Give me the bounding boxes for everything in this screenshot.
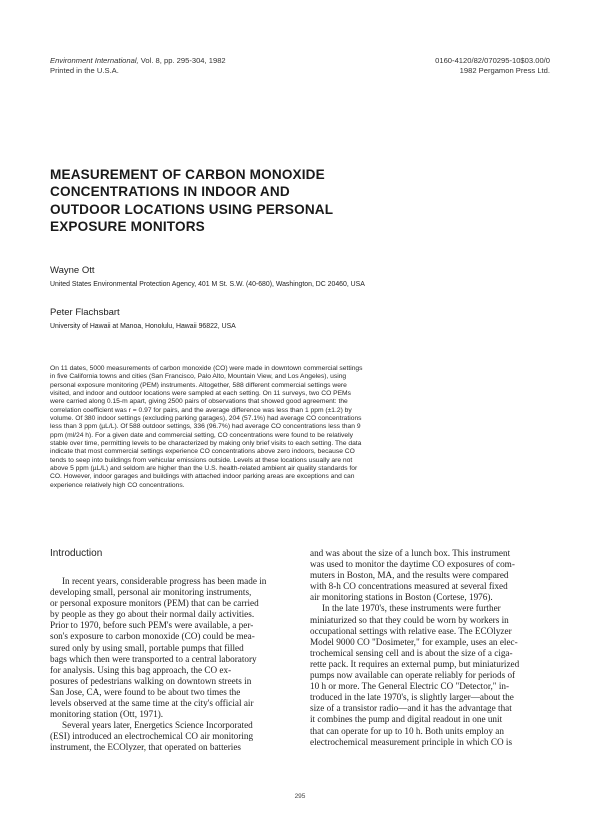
section-heading: Introduction — [50, 548, 103, 559]
abstract-line: correlation coefficient was r = 0.97 for pairs, and the average difference was less than 1 ppm (±1.2) by — [50, 406, 352, 414]
body-line: size of a transistor radio—and it has the advantage that — [310, 703, 512, 714]
title-line: MEASUREMENT OF CARBON MONOXIDE — [50, 167, 325, 182]
running-header-left — [50, 56, 226, 75]
running-header-right — [435, 56, 550, 75]
author-name: Peter Flachsbart — [50, 307, 120, 318]
body-line: Prior to 1970, before such PEM's were available, a per- — [50, 620, 254, 631]
body-line: was used to monitor the daytime CO exposures of com- — [310, 559, 515, 570]
body-line: with 8-h CO concentrations measured at several fixed — [310, 581, 508, 592]
abstract-line: less than 3 ppm (µL/L). Of 588 outdoor settings, 336 (96.7%) had average CO concentrations less than 9 — [50, 423, 361, 431]
body-line: rette pack. It requires an external pump, but miniaturized — [310, 658, 520, 669]
author-affiliation: United States Environmental Protection Agency, 401 M St. S.W. (40-680), Washington, DC 20460, USA — [50, 281, 365, 288]
journal-citation: Vol. 8, pp. 295-304, 1982 — [140, 56, 226, 65]
body-line: levels observed at the same time at the city's official air — [50, 698, 254, 709]
body-line: troduced in the late 1970's, is slightly larger—about the — [310, 692, 514, 703]
abstract-line: On 11 dates, 5000 measurements of carbon monoxide (CO) were made in downtown commercial settings — [50, 365, 363, 372]
body-line: it combines the pump and digital readout in one unit — [310, 714, 503, 725]
title-line: CONCENTRATIONS IN INDOOR AND — [50, 184, 290, 200]
abstract-line: experience relatively high CO concentrations. — [50, 481, 185, 489]
body-line: electrochemical measurement principle in which CO is — [310, 736, 513, 747]
body-line: and was about the size of a lunch box. This instrument — [310, 548, 511, 558]
title-line: OUTDOOR LOCATIONS USING PERSONAL — [50, 201, 334, 217]
body-line: In recent years, considerable progress has been made in — [62, 576, 267, 586]
body-line: trochemical sensing cell and is about the size of a ciga- — [310, 647, 513, 658]
body-line: (ESI) introduced an electrochemical CO air monitoring — [50, 731, 254, 742]
abstract-line: indicate that most commercial settings experience CO concentrations above zero indoors, because CO — [50, 448, 355, 456]
body-line: posures of pedestrians walking on downtown streets in — [50, 675, 252, 686]
author-affiliation: University of Hawaii at Manoa, Honolulu, Hawaii 96822, USA — [50, 323, 236, 330]
body-line: pumps now available can operate reliably for periods of — [310, 670, 516, 681]
abstract-line: stable over time, permitting levels to be characterized by making only brief visits to each setting. The data — [50, 440, 362, 448]
body-line: monitoring station (Ott, 1971). — [50, 709, 164, 720]
abstract-line: above 5 ppm (µL/L) and seldom are higher than the U.S. health-related ambient air quality standards for — [50, 465, 358, 473]
abstract-line: ppm (ml/24 h). For a given date and commercial setting, CO concentrations were found to be relatively — [50, 431, 353, 439]
abstract-line: CO. However, indoor garages and buildings with attached indoor parking areas are exceptions and can — [50, 473, 355, 481]
article-code: 0160-4120/82/070295-10$03.00/0 — [435, 56, 550, 65]
body-line: occupational settings with relative ease. The ECOlyzer — [310, 625, 512, 636]
abstract-line: volume. Of 380 indoor settings (excluding parking garages), 204 (57.1%) had average CO concentrations — [50, 415, 362, 423]
abstract-line: personal exposure monitoring (PEM) instruments. Altogether, 588 different commercial settings were — [50, 381, 347, 389]
body-line: son's exposure to carbon monoxide (CO) could be mea- — [50, 631, 255, 642]
copyright-note: 1982 Pergamon Press Ltd. — [459, 65, 550, 75]
body-line: air monitoring stations in Boston (Cortese, 1976). — [310, 592, 493, 603]
article-title — [50, 166, 430, 235]
printed-note: Printed in the U.S.A. — [50, 65, 119, 75]
body-line: instrument, the ECOlyzer, that operated on batteries — [50, 742, 241, 753]
body-line: bags which then were transported to a central laboratory — [50, 653, 257, 664]
author-block — [50, 307, 236, 331]
body-line: Model 9000 CO "Dosimeter," for example, uses an elec- — [310, 636, 518, 647]
abstract — [50, 365, 548, 490]
body-column-left — [50, 548, 290, 754]
body-line: or personal exposure monitors (PEM) that can be carried — [50, 598, 259, 609]
body-line: that can operate for up to 10 h. Both units employ an — [310, 725, 504, 736]
body-line: developing small, personal air monitoring instruments, — [50, 587, 252, 598]
body-line: muters in Boston, MA, and the results were compared — [310, 570, 509, 581]
abstract-line: tends to seep into buildings from vehicular emissions outside. Levels at these locations usually are not — [50, 456, 353, 464]
body-line: for analysis. Using this bag approach, the CO ex- — [50, 664, 232, 675]
body-line: Several years later, Energetics Science Incorporated — [62, 720, 253, 731]
abstract-line: visited, and indoor and outdoor locations were sampled at each setting. On 11 surveys, two CO PEMs — [50, 390, 351, 398]
author-block — [50, 265, 365, 289]
title-line: EXPOSURE MONITORS — [50, 218, 205, 234]
body-line: by people as they go about their normal daily activities. — [50, 609, 255, 620]
abstract-line: were carried along 0.15-m apart, giving 2500 pairs of observations that showed good agreement: the — [50, 398, 348, 406]
body-line: 10 h or more. The General Electric CO "Detector," in- — [310, 681, 510, 692]
author-name: Wayne Ott — [50, 265, 95, 276]
body-line: San Jose, CA, were found to be about two times the — [50, 686, 241, 697]
body-line: In the late 1970's, these instruments were further — [322, 603, 501, 614]
body-line: sured only by using small, portable pumps that filled — [50, 642, 244, 653]
body-line: miniaturized so that they could be worn by workers in — [310, 614, 509, 625]
page-number: 295 — [294, 793, 306, 800]
abstract-line: in five California towns and cities (San Francisco, Palo Alto, Mountain View, and Los Angeles), using — [50, 373, 347, 381]
journal-name: Environment International, — [50, 56, 139, 65]
body-column-right — [310, 548, 550, 748]
